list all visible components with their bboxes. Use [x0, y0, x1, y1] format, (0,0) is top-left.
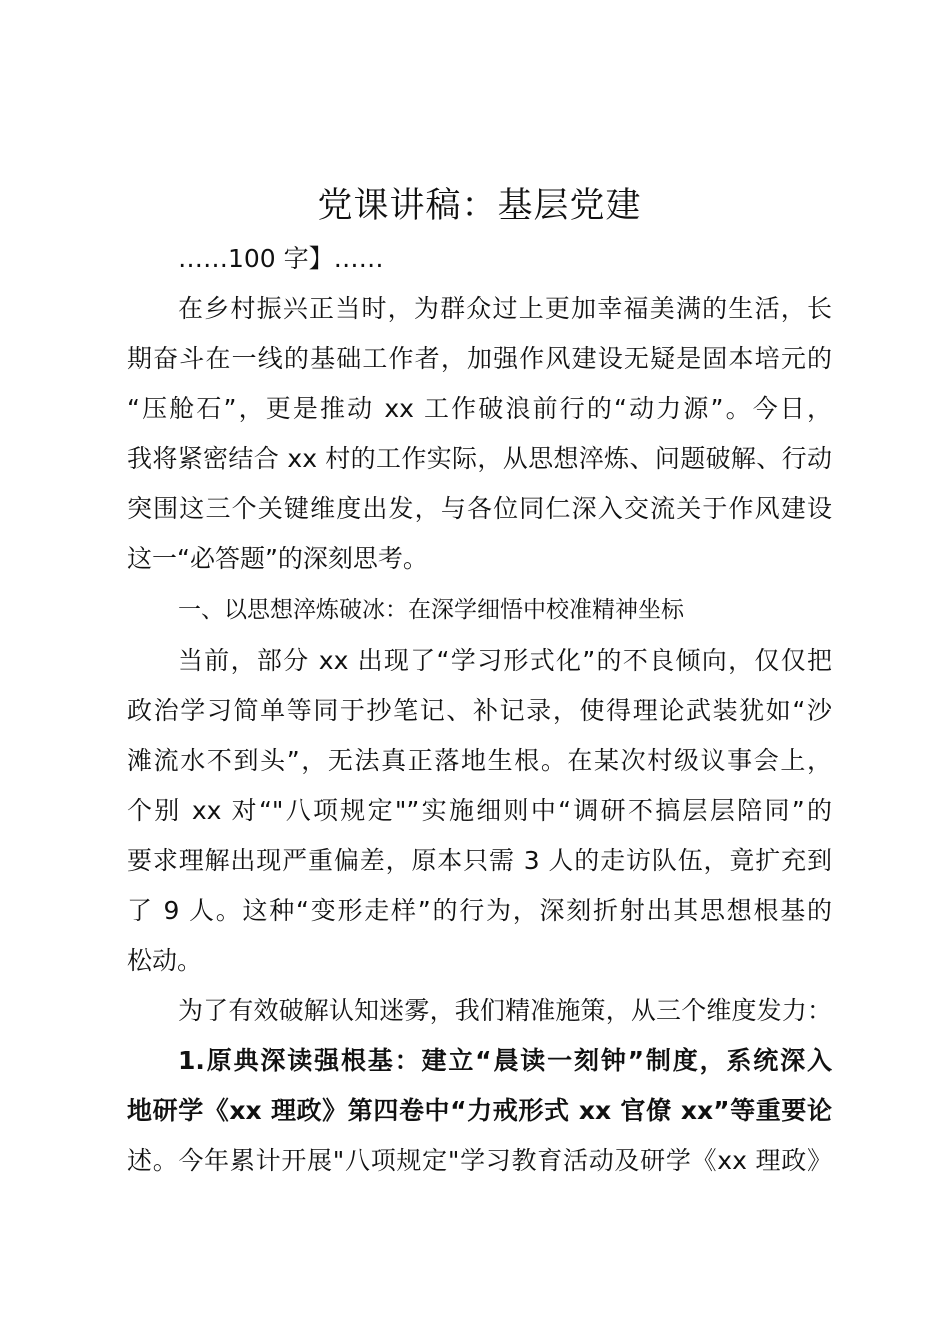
point-line: 述。今年累计开展"八项规定"学习教育活动及研学《xx 理政》	[127, 1146, 832, 1175]
paragraph-line: 了 9 人。这种“变形走样”的行为，深刻折射出其思想根基的	[127, 896, 832, 925]
point-line-bold: 地研学《xx 理政》第四卷中“力戒形式 xx 官僚 xx”等重要论	[127, 1096, 832, 1125]
document-page	[127, 178, 832, 1186]
paragraph-line: 突围这三个关键维度出发，与各位同仁深入交流关于作风建设	[127, 494, 832, 523]
paragraph-line: 滩流水不到头”，无法真正落地生根。在某次村级议事会上，	[127, 746, 832, 775]
paragraph-2	[127, 636, 832, 986]
section-heading-1: 一、以思想淬炼破冰：在深学细悟中校准精神坐标	[178, 597, 684, 623]
point-1	[127, 1036, 832, 1186]
paragraph-line: 松动。	[127, 946, 203, 975]
paragraph-line: 当前，部分 xx 出现了“学习形式化”的不良倾向，仅仅把	[178, 646, 832, 675]
paragraph-line: 我将紧密结合 xx 村的工作实际，从思想淬炼、问题破解、行动	[127, 444, 832, 473]
paragraph-3: 为了有效破解认知迷雾，我们精准施策，从三个维度发力：	[178, 996, 832, 1025]
paragraph-line: 政治学习简单等同于抄笔记、补记录，使得理论武装犹如“沙	[127, 696, 832, 725]
paragraph-line: 这一“必答题”的深刻思考。	[127, 544, 428, 573]
paragraph-1	[127, 284, 832, 584]
paragraph-line: “压舱石”，更是推动 xx 工作破浪前行的“动力源”。今日，	[127, 394, 832, 423]
document-title: 党课讲稿：基层党建	[317, 186, 642, 226]
paragraph-line: 个别 xx 对“"八项规定"”实施细则中“调研不搞层层陪同”的	[127, 796, 832, 825]
intro-line: ……100 字】……	[178, 244, 384, 273]
paragraph-line: 期奋斗在一线的基础工作者，加强作风建设无疑是固本培元的	[127, 344, 832, 373]
paragraph-line: 在乡村振兴正当时，为群众过上更加幸福美满的生活，长	[178, 294, 832, 323]
paragraph-line: 要求理解出现严重偏差，原本只需 3 人的走访队伍，竟扩充到	[127, 846, 832, 875]
point-line-bold: 1.原典深读强根基：建立“晨读一刻钟”制度，系统深入	[178, 1046, 832, 1075]
